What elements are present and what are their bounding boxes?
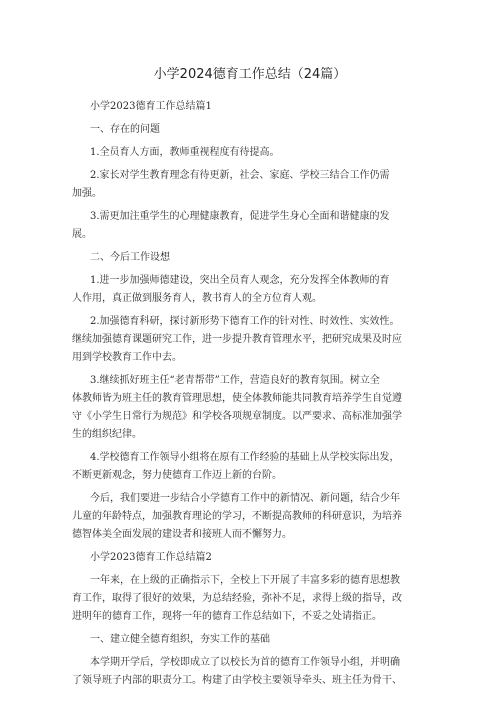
text-line: 二、今后工作设想 <box>90 252 170 263</box>
text-line: 继续加强德育课题研究工作，进一步提升教育管理水平，把研究成果及时应 <box>72 334 402 345</box>
text-line: 了领导班子内部的职责分工。构建了由学校主要领导牵头、班主任为骨干、 <box>72 675 402 686</box>
text-line: 不断更新观念，努力使德育工作迈上新的台阶。 <box>72 470 282 481</box>
text-line: 2.家长对学生教育理念有待更新，社会、家庭、学校三结合工作仍需 <box>90 170 390 181</box>
text-line: 育工作，取得了很好的效果，为总结经验，弥补不足，求得上级的指导，改 <box>72 593 402 604</box>
text-line: 体教师皆为班主任的教育管理思想，使全体教师能共同教育培养学生自觉遵 <box>72 393 402 404</box>
text-line: 一、存在的问题 <box>90 124 160 135</box>
text-line: 今后，我们要进一步结合小学德育工作中的新情况、新问题，结合少年 <box>90 493 400 504</box>
text-line: 进明年的德育工作，现将一年的德育工作总结如下，不妥之处请指正。 <box>72 611 382 622</box>
text-line: 人作用，真正做到服务育人，教书育人的全方位育人观。 <box>72 293 322 304</box>
text-line: 小学2023德育工作总结篇2 <box>90 552 212 563</box>
text-line: 生的组织纪律。 <box>72 429 142 440</box>
text-line: 3.需更加注重学生的心理健康教育，促进学生身心全面和谐健康的发 <box>90 211 390 222</box>
text-line: 小学2023德育工作总结篇1 <box>90 101 212 112</box>
text-line: 一、建立健全德育组织，夯实工作的基础 <box>90 634 270 645</box>
text-line: 1.进一步加强师德建设，突出全员育人观念，充分发挥全体教师的育 <box>90 275 390 286</box>
text-line: 德智体美全面发展的建设者和接班人而不懈努力。 <box>72 529 292 540</box>
text-line: 儿童的年龄特点，加强教育理论的学习，不断提高教师的科研意识，为培养 <box>72 511 402 522</box>
document-title: 小学2024德育工作总结（24篇） <box>153 67 347 82</box>
text-line: 3.继续抓好班主任“老青帮带”工作，营造良好的教育氛围。树立全 <box>90 375 380 386</box>
text-line: 一年来，在上级的正确指示下，全校上下开展了丰富多彩的德育思想教 <box>90 575 400 586</box>
text-line: 展。 <box>72 229 92 240</box>
text-line: 1.全员育人方面，教师重视程度有待提高。 <box>90 147 280 158</box>
text-line: 4.学校德育工作领导小组将在原有工作经验的基础上从学校实际出发， <box>90 452 400 463</box>
text-line: 加强。 <box>72 188 102 199</box>
text-line: 守《小学生日常行为规范》和学校各项规章制度。以严要求、高标准加强学 <box>72 411 402 422</box>
text-line: 本学期开学后，学校即成立了以校长为首的德育工作领导小组，并明确 <box>90 657 400 668</box>
text-line: 用到学校教育工作中去。 <box>72 352 182 363</box>
text-line: 2.加强德育科研，探讨新形势下德育工作的针对性、时效性、实效性。 <box>90 316 400 327</box>
